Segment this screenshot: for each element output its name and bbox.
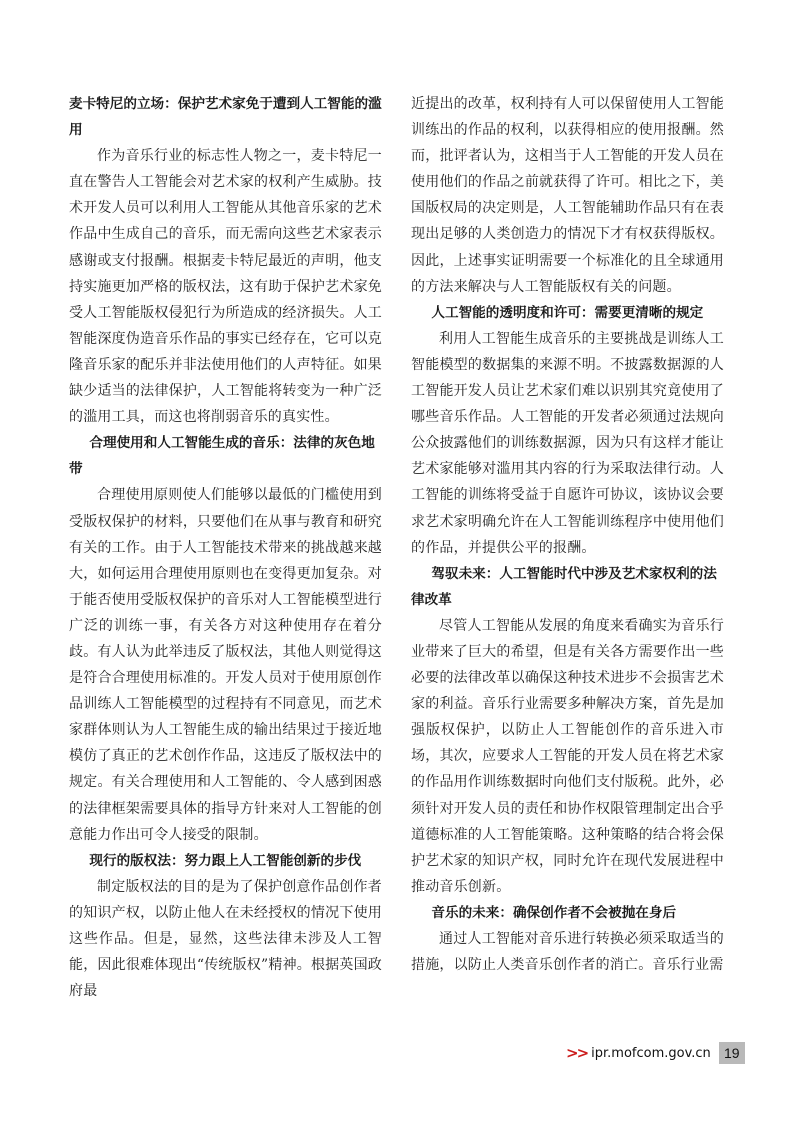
paragraph-copyright-law: 制定版权法的目的是为了保护创意作品创作者的知识产权，以防止他人在未经授权的情况下使用这些作品。但是，显然，这些法律未涉及人工智能，因此很难体现出“传统版权”精神。根据英国政府最 [69,878,382,1000]
paragraph-mccartney: 作为音乐行业的标志性人物之一，麦卡特尼一直在警告人工智能会对艺术家的权利产生威胁。技术开发人员可以利用人工智能从其他音乐家的艺术作品中生成自己的音乐，而无需向这些艺术家表示感谢或支付报酬。根据麦卡特尼最近的声明，他支持实施更加严格的版权法，这有助于保护艺术家免受人工智能版权侵犯行为所造成的经济损失。人工智能深度伪造音乐作品的事实已经存在，它可以克隆音乐家的配乐并非法使用他们的人声特征。如果缺少适当的法律保护，人工智能将转变为一种广泛的滥用工具，而这也将削弱音乐的真实性。 [69,148,382,426]
paragraph-copyright-law-continued: 近提出的改革，权利持有人可以保留使用人工智能训练出的作品的权利，以获得相应的使用报酬。然而，批评者认为，这相当于人工智能的开发人员在使用他们的作品之前就获得了许可。相比之下，美国版权局的决定则是，人工智能辅助作品只有在表现出足够的人类创造力的情况下才有权获得版权。因此，上述事实证明需要一个标准化的且全球通用的方法来解决与人工智能版权有关的问题。 [411,96,724,295]
paragraph-fair-use: 合理使用原则使人们能够以最低的门槛使用到受版权保护的材料，只要他们在从事与教育和研究有关的工作。由于人工智能技术带来的挑战越来越大，如何运用合理使用原则也在变得更加复杂。对于能否使用受版权保护的音乐对人工智能模型进行广泛的训练一事，有关各方对这种使用存在着分歧。有人认为此举违反了版权法，其他人则觉得这是符合合理使用标准的。开发人员对于使用原创作品训练人工智能模型的过程持有不同意见，而艺术家群体则认为人工智能生成的输出结果过于接近地模仿了真正的艺术创作作品，这违反了版权法中的规定。有关合理使用和人工智能的、令人感到困惑的法律框架需要具体的指导方针来对人工智能的创意能力作出可令人接受的限制。 [69,487,382,843]
section-heading-mccartney: 麦卡特尼的立场：保护艺术家免于遭到人工智能的滥用 [69,96,382,139]
paragraph-legal-reform: 尽管人工智能从发展的角度来看确实为音乐行业带来了巨大的希望，但是有关各方需要作出一些必要的法律改革以确保这种技术进步不会损害艺术家的利益。音乐行业需要多种解决方案，首先是加强版权保护，以防止人工智能创作的音乐进入市场，其次，应要求人工智能的开发人员在将艺术家的作品用作训练数据时向他们支付版税。此外，必须针对开发人员的责任和协作权限管理制定出合乎道德标准的人工智能策略。这种策略的结合将会保护艺术家的知识产权，同时允许在现代发展进程中推动音乐创新。 [411,617,724,895]
double-chevron-icon: >> [566,1044,588,1062]
page-footer [566,1042,745,1064]
section-heading-fair-use: 合理使用和人工智能生成的音乐：法律的灰色地带 [69,435,375,478]
section-heading-legal-reform: 驾驭未来：人工智能时代中涉及艺术家权利的法律改革 [411,565,717,608]
section-heading-copyright-law: 现行的版权法：努力跟上人工智能创新的步伐 [89,852,362,869]
paragraph-future-of-music: 通过人工智能对音乐进行转换必须采取适当的措施，以防止人类音乐创作者的消亡。音乐行业需 [411,931,724,974]
page-number: 19 [719,1042,745,1064]
section-heading-transparency: 人工智能的透明度和许可：需要更清晰的规定 [431,304,704,321]
right-column [411,91,724,978]
section-heading-future-of-music: 音乐的未来：确保创作者不会被抛在身后 [431,904,677,921]
left-column [69,91,382,1004]
footer-website-url: ipr.mofcom.gov.cn [591,1045,711,1061]
paragraph-transparency: 利用人工智能生成音乐的主要挑战是训练人工智能模型的数据集的来源不明。不披露数据源的人工智能开发人员让艺术家们难以识别其究竟使用了哪些音乐作品。人工智能的开发者必须通过法规向公众披露他们的训练数据源，因为只有这样才能让艺术家能够对滥用其内容的行为采取法律行动。人工智能的训练将受益于自愿许可协议，该协议会要求艺术家明确允许在人工智能训练程序中使用他们的作品，并提供公平的报酬。 [411,330,724,556]
